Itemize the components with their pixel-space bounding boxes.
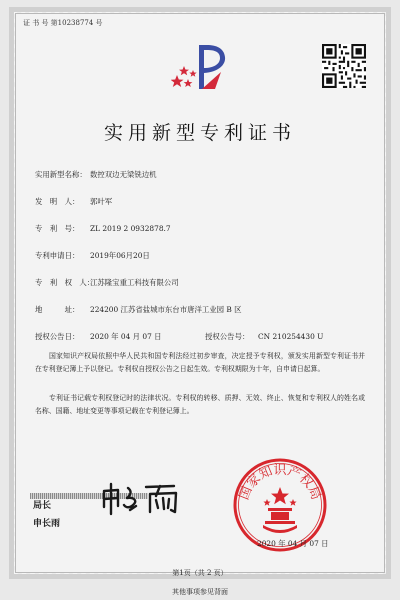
field-label-patentee: 专 利 权 人： [35,278,95,287]
qr-code-icon [322,44,366,88]
field-label-filing-date: 专利申请日： [35,251,80,260]
page-indicator: 第1页（共 2 页） [172,569,228,577]
field-value-utility-model-name: 数控双边无梁铣边机 [90,170,157,179]
signature-title: 局长 [33,501,52,511]
field-label-address: 地 址： [35,305,80,314]
cnipa-logo-icon [171,42,229,92]
footer-note: 其他事项参见背面 [172,588,228,596]
field-value-inventor: 郭叶军 [90,197,113,206]
signature-name: 申长雨 [33,519,61,529]
handwritten-signature [100,482,182,516]
field-value-patent-number: ZL 2019 2 0932878.7 [90,224,171,233]
field-value-filing-date: 2019年06月20日 [90,251,150,260]
field-label-patent-number: 专 利 号： [35,224,80,233]
grant-statement-paragraph: 国家知识产权局依照中华人民共和国专利法经过初步审查，决定授予专利权，颁发实用新型专利证书并在专利登记簿上予以登记。专利权自授权公告之日起生效。专利权期限为十年，自申请日起算。 [35,352,365,373]
certificate-title: 实用新型专利证书 [103,122,296,144]
field-label-utility-model-name: 实用新型名称： [35,170,87,179]
seal-text: 国家知识产权局 [236,463,324,503]
field-value-grant-date: 2020 年 04 月 07 日 [90,332,162,341]
field-value-announcement-number: CN 210254430 U [258,332,324,341]
field-value-patentee: 江苏隆宝重工科技有限公司 [90,278,179,287]
field-label-grant-date: 授权公告日： [35,332,80,341]
field-label-inventor: 发 明 人： [35,197,80,206]
legal-status-paragraph: 专利证书记载专利权登记时的法律状况。专利权的转移、质押、无效、终止、恢复和专利权人的姓名或名称、国籍、地址变更等事项记载在专利登记簿上。 [35,394,365,415]
seal-date: 2020 年 04 月 07 日 [257,539,329,548]
field-label-announcement-number: 授权公告号： [205,332,250,341]
certificate-serial: 证 书 号 第10238774 号 [23,19,103,27]
field-value-address: 224200 江苏省盐城市东台市唐洋工业园 B 区 [90,305,242,314]
